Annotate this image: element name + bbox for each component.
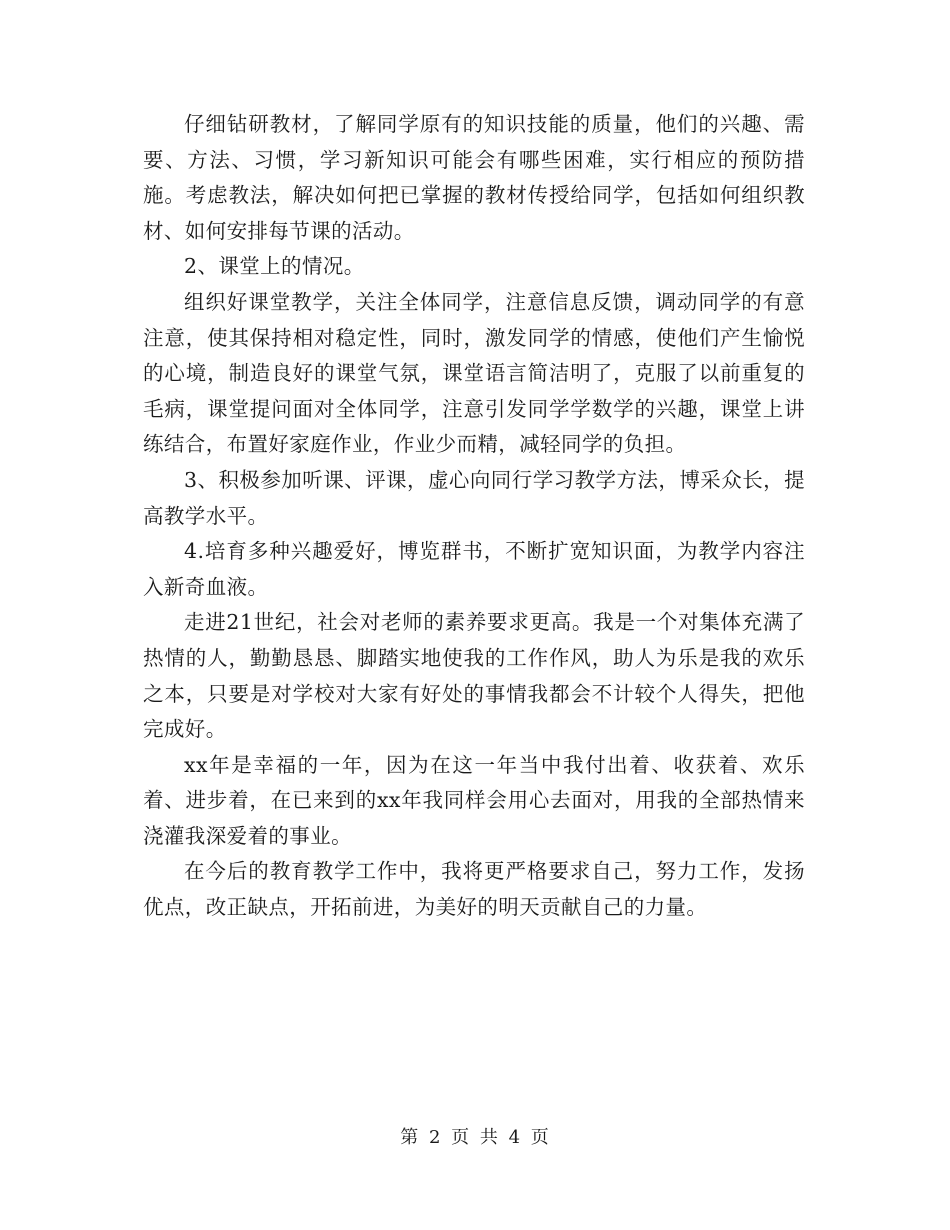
paragraph-5: 4.培育多种兴趣爱好，博览群书，不断扩宽知识面，为教学内容注入新奇血液。 <box>143 539 805 599</box>
paragraph-7: xx年是幸福的一年，因为在这一年当中我付出着、收获着、欢乐着、进步着，在已来到的xx年我同样会用心去面对，用我的全部热情来浇灌我深爱着的事业。 <box>143 752 805 848</box>
paragraph-4: 3、积极参加听课、评课，虚心向同行学习教学方法，博采众长，提高教学水平。 <box>143 467 805 528</box>
paragraph-3: 组织好课堂教学，关注全体同学，注意信息反馈，调动同学的有意注意，使其保持相对稳定性，同时，激发同学的情感，使他们产生愉悦的心境，制造良好的课堂气氛，课堂语言简洁明了，克服了以前重复的毛病，课堂提问面对全体同学，注意引发同学学数学的兴趣，课堂上讲练结合，布置好家庭作业，作业少而精，减轻同学的负担。 <box>143 289 805 457</box>
page-footer: 第 2 页 共 4 页 <box>400 1127 550 1148</box>
document-body <box>143 107 805 926</box>
paragraph-1: 仔细钻研教材，了解同学原有的知识技能的质量，他们的兴趣、需要、方法、习惯，学习新知识可能会有哪些困难，实行相应的预防措施。考虑教法，解决如何把已掌握的教材传授给同学，包括如何组织教材、如何安排每节课的活动。 <box>143 112 805 243</box>
paragraph-8: 在今后的教育教学工作中，我将更严格要求自己，努力工作，发扬优点，改正缺点，开拓前进，为美好的明天贡献自己的力量。 <box>143 859 805 920</box>
paragraph-2: 2、课堂上的情况。 <box>184 254 365 279</box>
paragraph-6: 走进21世纪，社会对老师的素养要求更高。我是一个对集体充满了热情的人，勤勤恳恳、脚踏实地使我的工作作风，助人为乐是我的欢乐之本，只要是对学校对大家有好处的事情我都会不计较个人得失，把他完成好。 <box>143 610 805 742</box>
